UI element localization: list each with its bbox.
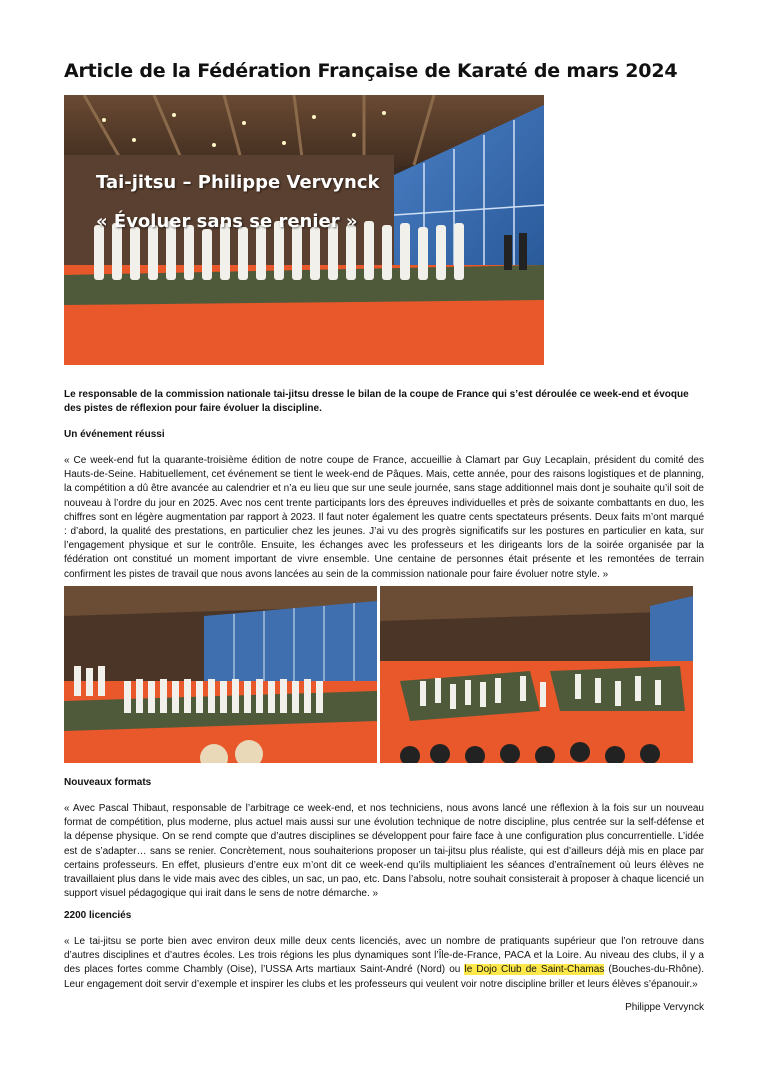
hero-title-line-2: « Évoluer sans se renier » bbox=[96, 211, 358, 232]
section-body-2: « Avec Pascal Thibaut, responsable de l’arbitrage ce week-end, et nos techniciens, nous avons lancé une réflexion à la fois sur un nouveau format de compétition, plus moderne, plus actuel mais aussi sur une évolution technique de notre discipline, plus centrée sur la self-défense et la dépense physique. On se rend compte que d’autres disciplines se développent pour faire face à une configuration plus concurrentielle. L’idée est de s’adapter… sans se renier. Concrètement, nous souhaiterions proposer un tai-jitsu plus réaliste, qui est d’ailleurs déjà mis en place par certains professeurs. En effet, plusieurs d’entre eux m’ont dit ce week-end qu’ils multipliaient les séances d’entraînement où leurs élèves ne travaillaient plus dans le vide mais avec des cibles, un sac, un pao, etc. Dans l’absolu, notre souhait consisterait à proposer à chaque licencié un support visuel pédagogique qui irait dans le sens de notre démarche. » bbox=[64, 803, 704, 900]
signature: Philippe Vervynck bbox=[625, 1002, 704, 1013]
hero-photo bbox=[64, 95, 544, 365]
section-heading-3: 2200 licenciés bbox=[64, 910, 132, 921]
photo-competitors-line bbox=[64, 586, 377, 763]
hero-title-line-1: Tai-jitsu – Philippe Vervynck bbox=[96, 172, 380, 193]
section-body-3-before: « Le tai-jitsu se porte bien avec environ deux mille deux cents licenciés, avec un nombre de pratiquants supérieur que l’on retrouve dans d’autres disciplines et d’autres écoles. Les trois régions les plus dynamiques sont l’Île-de-France, PACA et la Loire. Au niveau des clubs, il y a des places fortes comme Chambly (Oise), l’USSA Arts martiaux Saint-André (Nord) ou bbox=[64, 936, 704, 976]
section-body-1: « Ce week-end fut la quarante-troisième édition de notre coupe de France, accueillie à Clamart par Guy Lecaplain, président du comité des Hauts-de-Seine. Habituellement, cet événement se tient le week-end de Pâques. Mais, cette année, pour des raisons logistiques et de planning, la compétition a dû être avancée au calendrier et n’a eu lieu que sur une seule journée, sans stage additionnel mais dont je souhaite qu’il soit de nouveau à l’ordre du jour en 2025. Avec nos cent trente participants lors des épreuves individuelles et près de soixante combattants en duo, les chiffres sont en légère augmentation par rapport à 2023. Il faut noter également les quatre cents spectateurs présents. Deux faits m’ont marqué : d’abord, la qualité des prestations, en particulier chez les jeunes. J’ai vu des progrès significatifs sur les postures en particulier en kata, sur l’engagement physique et sur le contrôle. Ensuite, les échanges avec les professeurs et les dirigeants lors de la soirée organisée par la fédération ont constitué un moment important de vivre ensemble. Une centaine de personnes était présente et les remontées de terrain confirment les pistes de travail que nous avons lancées au sein de la commission nationale pour faire évoluer notre style. » bbox=[64, 455, 704, 580]
section-body-3-after: (Bouches-du-Rhône). Leur engagement doit servir d’exemple et inspirer les clubs et les professeurs qui veulent voir notre discipline briller et leurs élèves s’épanouir.» bbox=[64, 964, 704, 990]
article-title: Article de la Fédération Française de Karaté de mars 2024 bbox=[64, 60, 678, 82]
section-body-3 bbox=[64, 935, 704, 992]
section-heading-2: Nouveaux formats bbox=[64, 777, 152, 788]
section-heading-1: Un événement réussi bbox=[64, 429, 165, 440]
highlighted-club-name: le Dojo Club de Saint-Chamas bbox=[464, 964, 605, 976]
photo-tatami-overview bbox=[380, 586, 693, 763]
article-lead: Le responsable de la commission nationale tai-jitsu dresse le bilan de la coupe de France qui s’est déroulée ce week-end et évoque des pistes de réflexion pour faire évoluer la discipline. bbox=[64, 389, 689, 415]
